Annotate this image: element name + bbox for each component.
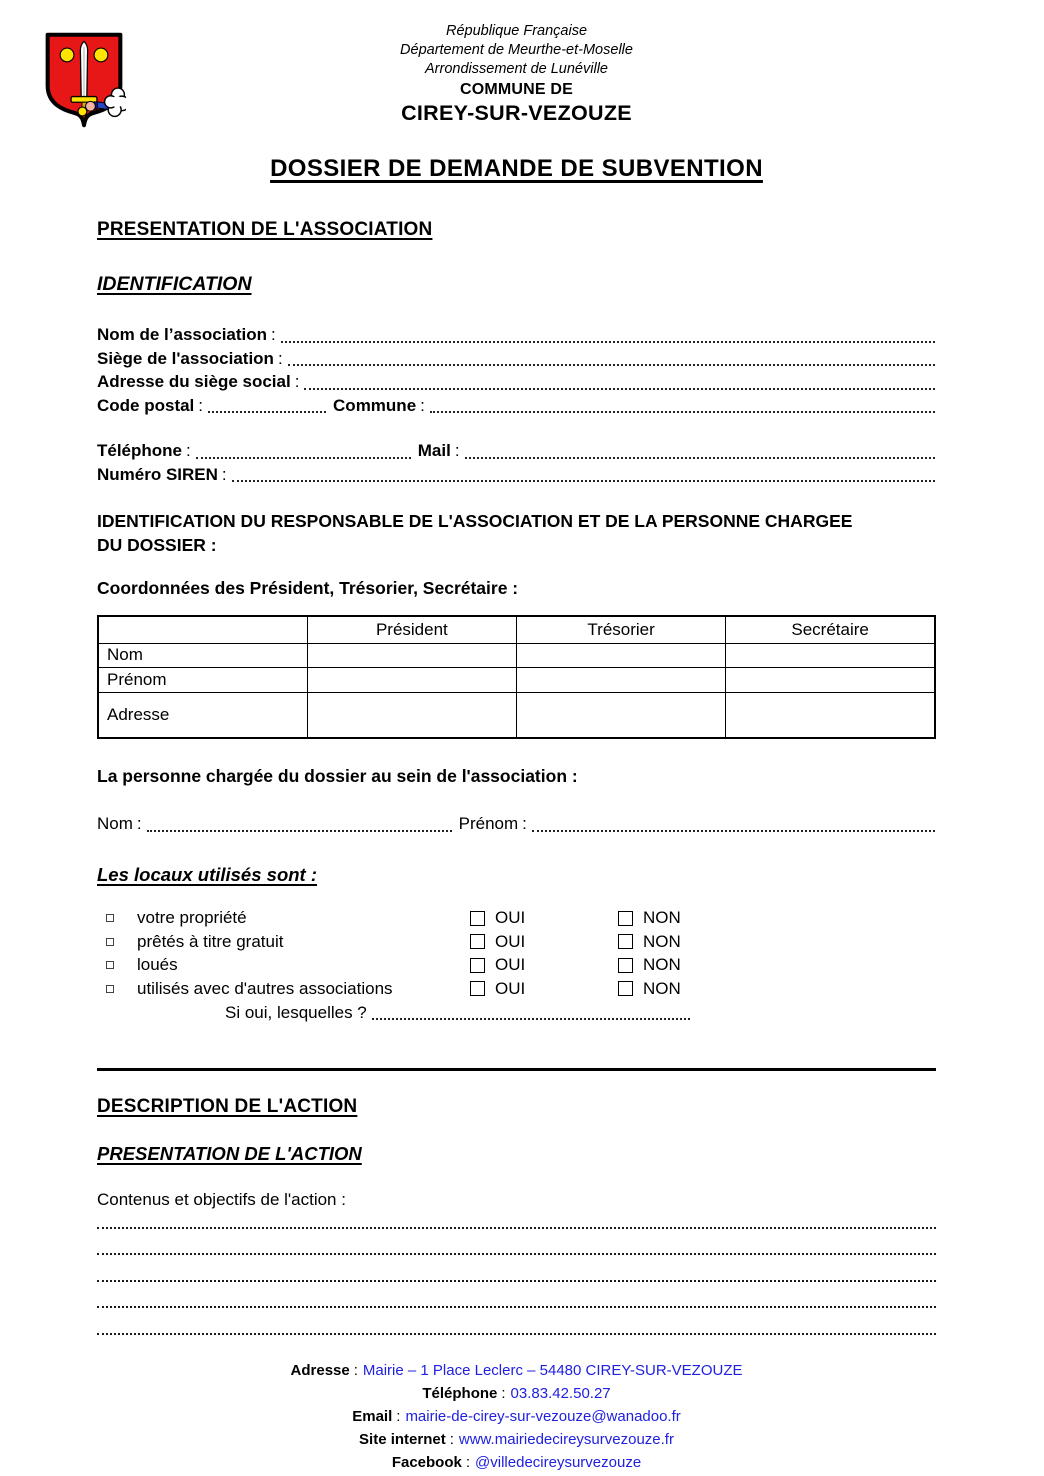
- checkbox-oui[interactable]: [470, 981, 485, 996]
- identification-fields: [97, 323, 936, 417]
- field-label: Commune: [333, 395, 417, 415]
- field-nom-prenom: Nom : Prénom :: [97, 812, 936, 836]
- field-label: Siège de l'association: [97, 348, 274, 368]
- non-label: NON: [643, 908, 681, 928]
- field-numero-siren: Numéro SIREN :: [97, 463, 936, 487]
- oui-label: OUI: [495, 978, 526, 998]
- locaux-checklist: [97, 907, 936, 1025]
- footer-telephone-value: 03.83.42.50.27: [510, 1384, 611, 1402]
- table-cell[interactable]: [307, 692, 516, 738]
- subsection-identification: IDENTIFICATION: [97, 273, 252, 295]
- oui-label: OUI: [495, 908, 526, 928]
- col-header-president: Président: [307, 616, 516, 644]
- checkbox-oui[interactable]: [470, 911, 485, 926]
- field-label: Mail: [417, 441, 451, 460]
- nom-association-input[interactable]: [281, 341, 935, 343]
- writing-line[interactable]: [97, 1212, 936, 1229]
- section-presentation-association: PRESENTATION DE L'ASSOCIATION: [97, 219, 433, 240]
- code-postal-input[interactable]: [208, 411, 326, 413]
- col-header-tresorier: Trésorier: [517, 616, 726, 644]
- footer-site-link[interactable]: www.mairiedecireysurvezouze.fr: [458, 1430, 674, 1448]
- table-row: [98, 667, 935, 692]
- row-label-nom: Nom: [98, 643, 307, 667]
- field-label: Nom: [97, 814, 133, 833]
- table-cell[interactable]: [307, 667, 516, 692]
- list-item: votre propriété OUI NON: [97, 907, 936, 931]
- contenus-writing-area[interactable]: [97, 1212, 936, 1335]
- footer-line-site: Site internet : www.mairiedecireysurvezouze.fr: [359, 1430, 674, 1448]
- si-oui-input[interactable]: [372, 1018, 690, 1020]
- subsection-locaux: Les locaux utilisés sont :: [97, 863, 318, 885]
- writing-line[interactable]: [97, 1229, 936, 1256]
- section-responsable: IDENTIFICATION DU RESPONSABLE DE L'ASSOCIATION ET DE LA PERSONNE CHARGEE DU DOSSIER :: [97, 511, 853, 555]
- letterhead: [97, 22, 936, 127]
- officers-table: [97, 615, 936, 739]
- nom-input[interactable]: [147, 830, 452, 832]
- departement-line: Département de Meurthe-et-Moselle: [400, 42, 633, 58]
- numero-siren-input[interactable]: [232, 480, 935, 482]
- field-telephone-mail: Téléphone : Mail :: [97, 439, 936, 463]
- footer-line-telephone: Téléphone : 03.83.42.50.27: [422, 1384, 611, 1402]
- contenus-label: Contenus et objectifs de l'action :: [97, 1190, 346, 1209]
- list-item: utilisés avec d'autres associations OUI NON: [97, 977, 936, 1001]
- prenom-input[interactable]: [532, 830, 935, 832]
- field-label: Adresse du siège social: [97, 372, 291, 391]
- table-cell[interactable]: [726, 643, 935, 667]
- commune-de-label: COMMUNE DE: [459, 81, 574, 98]
- oui-label: OUI: [495, 931, 526, 951]
- square-bullet-icon: [97, 961, 137, 969]
- writing-line[interactable]: [97, 1282, 936, 1309]
- writing-line[interactable]: [97, 1308, 936, 1335]
- table-cell[interactable]: [307, 643, 516, 667]
- si-oui-label: Si oui, lesquelles ?: [225, 1002, 367, 1022]
- row-label-adresse: Adresse: [98, 692, 307, 738]
- commune-name: CIREY-SUR-VEZOUZE: [401, 101, 632, 125]
- si-oui-line: [225, 1001, 936, 1025]
- table-cell[interactable]: [517, 643, 726, 667]
- writing-line[interactable]: [97, 1255, 936, 1282]
- field-label: Nom de l’association: [97, 325, 268, 344]
- table-corner-cell: [98, 616, 307, 644]
- footer-line-facebook: Facebook : @villedecireysurvezouze: [391, 1453, 642, 1471]
- adresse-siege-input[interactable]: [304, 388, 935, 390]
- checkbox-non[interactable]: [618, 958, 633, 973]
- square-bullet-icon: [97, 985, 137, 993]
- row-label-prenom: Prénom: [98, 667, 307, 692]
- non-label: NON: [643, 978, 681, 998]
- col-header-secretaire: Secrétaire: [726, 616, 935, 644]
- section-divider: [97, 1068, 936, 1071]
- table-cell[interactable]: [726, 667, 935, 692]
- telephone-input[interactable]: [196, 457, 411, 459]
- field-label: Téléphone: [97, 441, 183, 460]
- field-label: Numéro SIREN: [97, 464, 218, 484]
- republique-line: République Française: [445, 23, 588, 39]
- personne-chargee-heading: La personne chargée du dossier au sein de l'association :: [97, 765, 578, 786]
- table-row: [98, 692, 935, 738]
- table-cell[interactable]: [517, 692, 726, 738]
- table-row: [98, 643, 935, 667]
- mail-input[interactable]: [465, 457, 935, 459]
- field-code-postal-commune: Code postal : Commune :: [97, 394, 936, 418]
- commune-input[interactable]: [430, 411, 935, 413]
- checkbox-non[interactable]: [618, 981, 633, 996]
- field-nom-association: Nom de l’association :: [97, 323, 936, 347]
- list-item: prêtés à titre gratuit OUI NON: [97, 930, 936, 954]
- table-header-row: [98, 616, 935, 644]
- section-description-action: DESCRIPTION DE L'ACTION: [97, 1096, 358, 1117]
- checkbox-non[interactable]: [618, 934, 633, 949]
- arrondissement-line: Arrondissement de Lunéville: [425, 61, 608, 77]
- footer-contact-block: [97, 1359, 936, 1474]
- square-bullet-icon: [97, 938, 137, 946]
- footer-facebook-link[interactable]: @villedecireysurvezouze: [475, 1453, 642, 1471]
- coordonnees-heading: Coordonnées des Président, Trésorier, Secrétaire :: [97, 578, 519, 598]
- contact-fields: [97, 439, 936, 486]
- table-cell[interactable]: [517, 667, 726, 692]
- footer-line-email: Email : mairie-de-cirey-sur-vezouze@wanadoo.fr: [352, 1407, 681, 1425]
- molette-right: [94, 48, 108, 62]
- checkbox-oui[interactable]: [470, 958, 485, 973]
- footer-adresse-value: Mairie – 1 Place Leclerc – 54480 CIREY-SUR-VEZOUZE: [362, 1361, 743, 1379]
- coat-of-arms-icon: [42, 24, 126, 136]
- non-label: NON: [643, 955, 681, 975]
- subsection-presentation-action: PRESENTATION DE L'ACTION: [97, 1143, 362, 1164]
- siege-association-input[interactable]: [288, 364, 935, 366]
- list-item: loués OUI NON: [97, 954, 936, 978]
- footer-line-adresse: Adresse : Mairie – 1 Place Leclerc – 54480 CIREY-SUR-VEZOUZE: [290, 1361, 743, 1379]
- checkbox-non[interactable]: [618, 911, 633, 926]
- non-label: NON: [643, 931, 681, 951]
- footer-email-link[interactable]: mairie-de-cirey-sur-vezouze@wanadoo.fr: [405, 1407, 681, 1425]
- oui-label: OUI: [495, 955, 526, 975]
- field-label: Code postal: [97, 395, 195, 415]
- document-title: DOSSIER DE DEMANDE DE SUBVENTION: [270, 155, 763, 182]
- checkbox-oui[interactable]: [470, 934, 485, 949]
- table-cell[interactable]: [726, 692, 935, 738]
- field-siege-association: Siège de l'association :: [97, 347, 936, 371]
- square-bullet-icon: [97, 914, 137, 922]
- molette-left: [60, 48, 74, 62]
- field-label: Prénom: [458, 814, 519, 833]
- field-adresse-siege: Adresse du siège social :: [97, 370, 936, 394]
